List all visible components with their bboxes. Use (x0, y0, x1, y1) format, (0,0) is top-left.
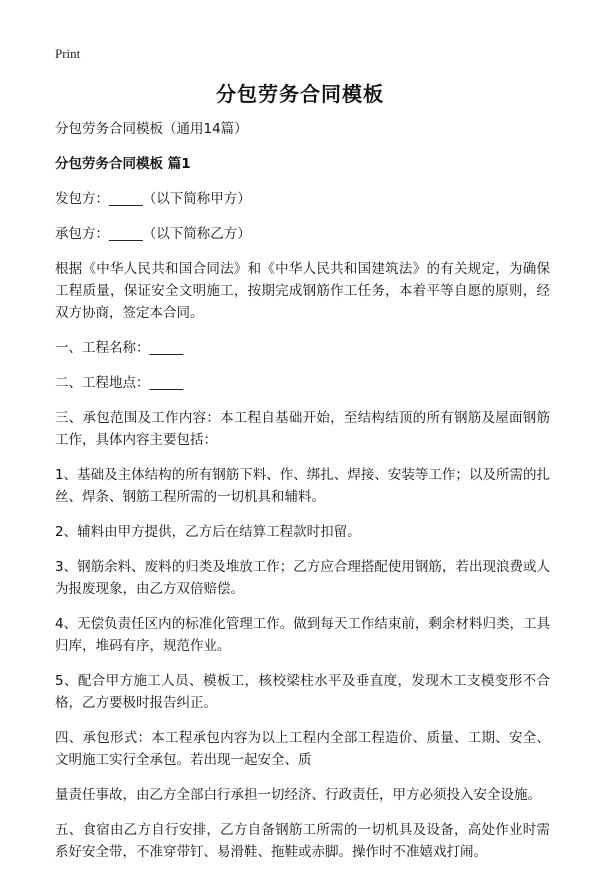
document-body (55, 118, 550, 876)
scope-paragraph: 三、承包范围及工作内容：本工程自基础开始，至结构结顶的所有钢筋及屋面钢筋工作，具体内容主要包括： (55, 410, 550, 448)
contract-form-paragraph: 四、承包形式：本工程承包内容为以上工程内全部工程造价、质量、工期、安全、文明施工实行全承包。若出现一起安全、质 (55, 730, 550, 768)
project-location-paragraph: 二、工程地点：_____ (55, 375, 184, 391)
project-name-paragraph: 一、工程名称：_____ (55, 340, 184, 356)
clause-paragraph: 5、配合甲方施工人员、模板工，核校梁柱水平及垂直度，发现木工支模变形不合格，乙方要极时报告纠正。 (55, 673, 550, 711)
party-a-paragraph: 发包方：_____（以下简称甲方） (55, 191, 251, 207)
clause-paragraph: 4、无偿负责任区内的标准化管理工作。做到每天工作结束前，剩余材料归类，工具归库，堆码有序，规范作业。 (55, 616, 550, 654)
clause-paragraph: 1、基础及主体结构的所有钢筋下料、作、绑扎、焊接、安装等工作；以及所需的扎丝、焊条、钢筋工程所需的一切机具和辅料。 (55, 467, 550, 505)
clause-paragraph: 2、辅料由甲方提供，乙方后在结算工程款时扣留。 (55, 524, 361, 540)
section-heading: 分包劳务合同模板 篇1 (55, 156, 191, 172)
clause-paragraph: 3、钢筋余料、废料的归类及堆放工作；乙方应合理搭配使用钢筋，若出现浪费或人为报废现象，由乙方双倍赔偿。 (55, 559, 550, 597)
document-title: 分包劳务合同模板 (216, 82, 384, 106)
accommodation-paragraph: 五、食宿由乙方自行安排，乙方自备钢筋工所需的一切机具及设备，高处作业时需系好安全带，不准穿带钉、易滑鞋、拖鞋或赤脚。操作时不准嬉戏打闹。 (55, 822, 550, 860)
liability-paragraph: 量责任事故，由乙方全部白行承担一切经济、行政责任，甲方必须投入安全设施。 (55, 787, 541, 803)
preamble-paragraph: 根据《中华人民共和国合同法》和《中华人民共和国建筑法》的有关规定，为确保工程质量，保证安全文明施工，按期完成钢筋作工任务，本着平等自愿的原则，经双方协商，签定本合同。 (55, 261, 550, 321)
party-b-paragraph: 承包方：_____（以下简称乙方） (55, 226, 251, 242)
subtitle-paragraph: 分包劳务合同模板（通用14篇） (55, 121, 248, 137)
print-label: Print (55, 46, 81, 61)
